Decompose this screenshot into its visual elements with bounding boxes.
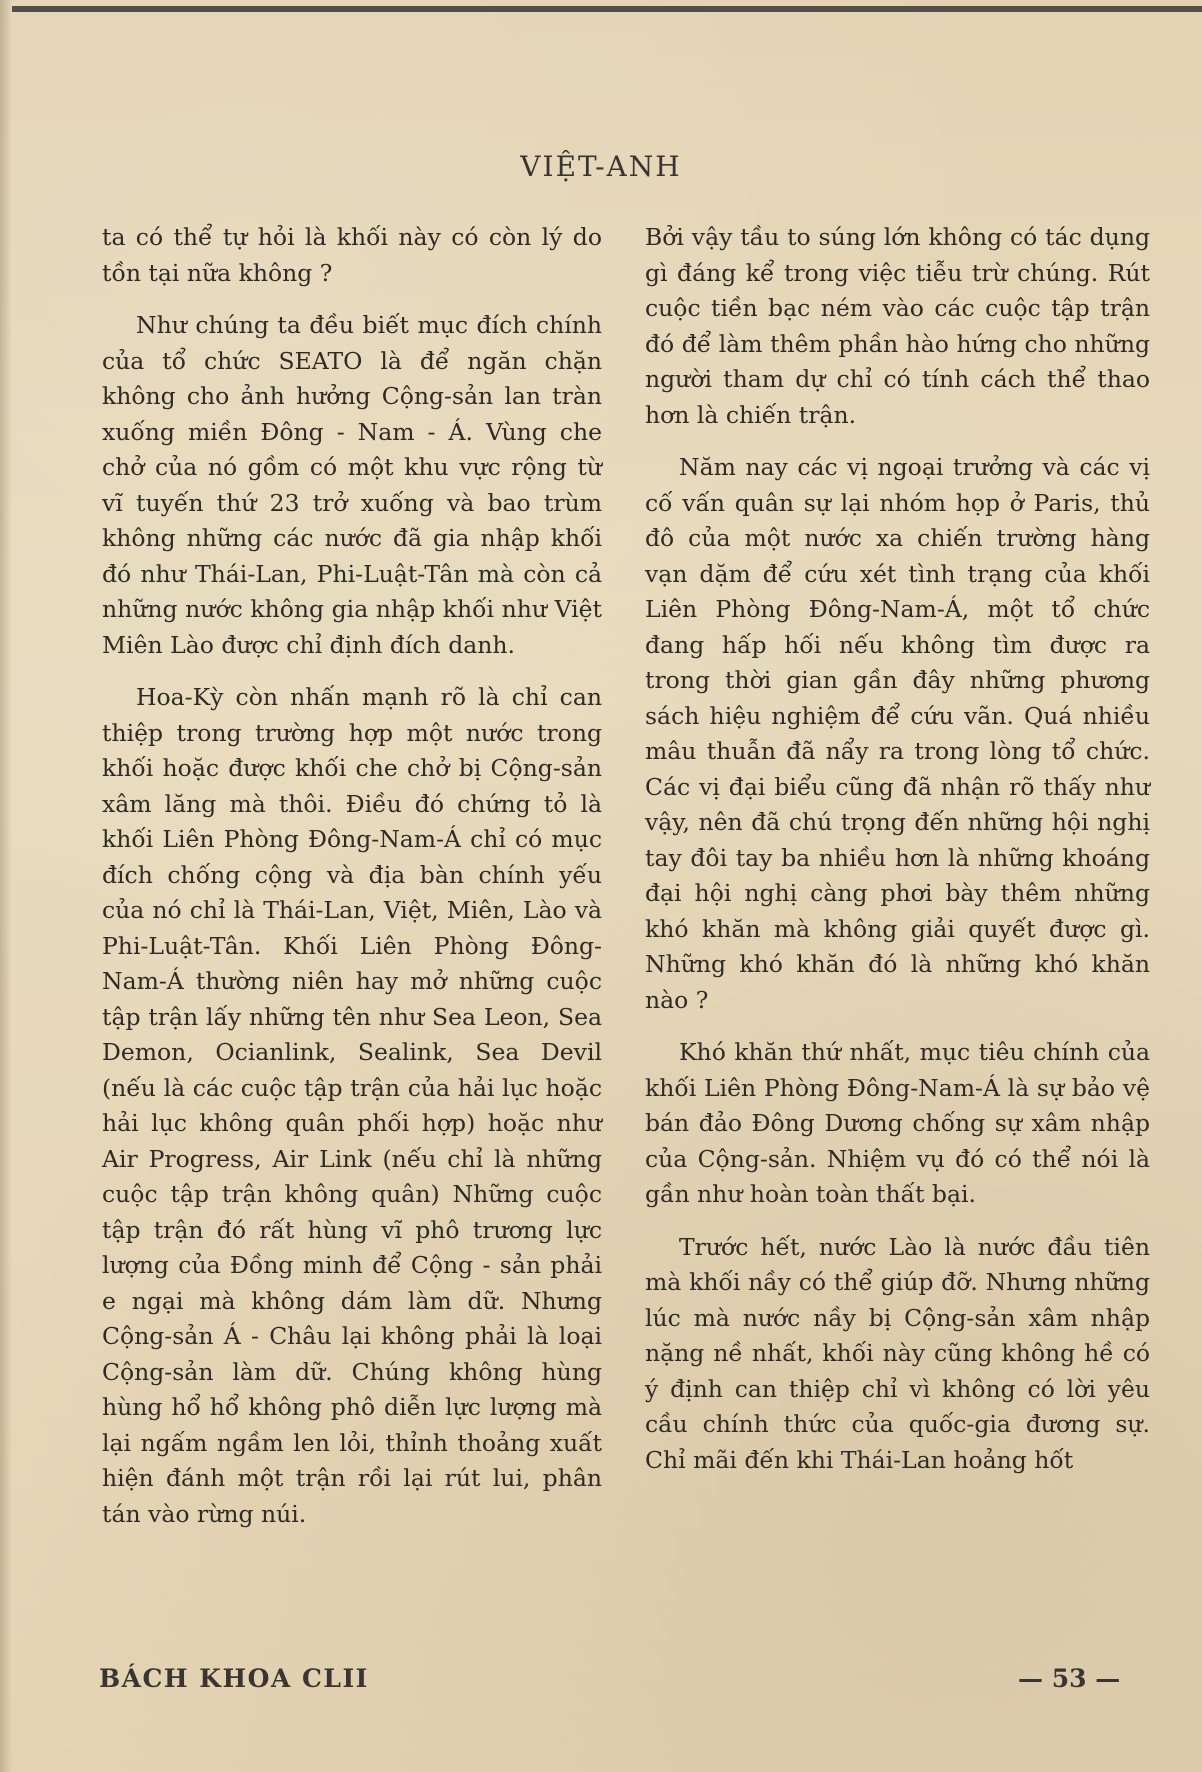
right-paragraph-3: Khó khăn thứ nhất, mục tiêu chính của khối Liên Phòng Đông-Nam-Á là sự bảo vệ bán đảo Đông Dương chống sự xâm nhập của Cộng-sản. Nhiệm vụ đó có thể nói là gần như hoàn toàn thất bại. bbox=[645, 1038, 1150, 1208]
left-paragraph-2: Như chúng ta đều biết mục đích chính của tổ chức SEATO là để ngăn chặn không cho ảnh hưởng Cộng-sản lan tràn xuống miền Đông - Nam - Á. Vùng che chở của nó gồm có một khu vực rộng từ vĩ tuyến thứ 23 trở xuống và bao trùm không những các nước đã gia nhập khối đó như Thái-Lan, Phi-Luật-Tân mà còn cả những nước không gia nhập khối như Việt Miên Lào được chỉ định đích danh. bbox=[102, 311, 602, 659]
running-head: VIỆT-ANH bbox=[520, 150, 682, 183]
top-rule bbox=[12, 6, 1202, 12]
right-paragraph-2: Năm nay các vị ngoại trưởng và các vị cố vấn quân sự lại nhóm họp ở Paris, thủ đô của một nước xa chiến trường hàng vạn dặm để cứu xét tình trạng của khối Liên Phòng Đông-Nam-Á, một tổ chức đang hấp hối nếu không tìm được ra trong thời gian gần đây những phương sách hiệu nghiệm để cứu vãn. Quá nhiều mâu thuẫn đã nẩy ra trong lòng tổ chức. Các vị đại biểu cũng đã nhận rõ thấy như vậy, nên đã chú trọng đến những hội nghị tay đôi tay ba nhiều hơn là những khoáng đại hội nghị càng phơi bày thêm những khó khăn mà không giải quyết được gì. Những khó khăn đó là những khó khăn nào ? bbox=[645, 453, 1150, 1014]
left-column bbox=[102, 220, 602, 1532]
left-paragraph-3: Hoa-Kỳ còn nhấn mạnh rõ là chỉ can thiệp trong trường hợp một nước trong khối hoặc được khối che chở bị Cộng-sản xâm lăng mà thôi. Điều đó chứng tỏ là khối Liên Phòng Đông-Nam-Á chỉ có mục đích chống cộng và địa bàn chính yếu của nó chỉ là Thái-Lan, Việt, Miên, Lào và Phi-Luật-Tân. Khối Liên Phòng Đông-Nam-Á thường niên hay mở những cuộc tập trận lấy những tên như Sea Leon, Sea Demon, Ocianlink, Sealink, Sea Devil (nếu là các cuộc tập trận của hải lục hoặc hải lục không quân phối hợp) hoặc như Air Progress, Air Link (nếu chỉ là những cuộc tập trận không quân) Những cuộc tập trận đó rất hùng vĩ phô trương lực lượng của Đồng minh để Cộng - sản phải e ngại mà không dám làm dữ. Nhưng Cộng-sản Á - Châu lại không phải là loại Cộng-sản làm dữ. Chúng không hùng hùng hổ hổ không phô diễn lực lượng mà lại ngấm ngầm len lỏi, thỉnh thoảng xuất hiện đánh một trận rồi lại rút lui, phân tán vào rừng núi. bbox=[102, 683, 602, 1528]
right-paragraph-1: Bởi vậy tầu to súng lớn không có tác dụng gì đáng kể trong việc tiễu trừ chúng. Rút cuộc tiền bạc ném vào các cuộc tập trận đó để làm thêm phần hào hứng cho những người tham dự chỉ có tính cách thể thao hơn là chiến trận. bbox=[645, 223, 1150, 429]
page-left-edge bbox=[0, 0, 12, 1772]
right-paragraph-4: Trước hết, nước Lào là nước đầu tiên mà khối nầy có thể giúp đỡ. Nhưng những lúc mà nước nầy bị Cộng-sản xâm nhập nặng nề nhất, khối này cũng không hề có ý định can thiệp chỉ vì không có lời yêu cầu chính thức của quốc-gia đương sự. Chỉ mãi đến khi Thái-Lan hoảng hốt bbox=[645, 1232, 1150, 1474]
footer-page-number: — 53 — bbox=[1018, 1664, 1121, 1693]
left-paragraph-1: ta có thể tự hỏi là khối này có còn lý do tồn tại nữa không ? bbox=[102, 223, 602, 287]
right-column bbox=[645, 220, 1150, 1478]
footer-publication: BÁCH KHOA CLII bbox=[99, 1664, 369, 1693]
